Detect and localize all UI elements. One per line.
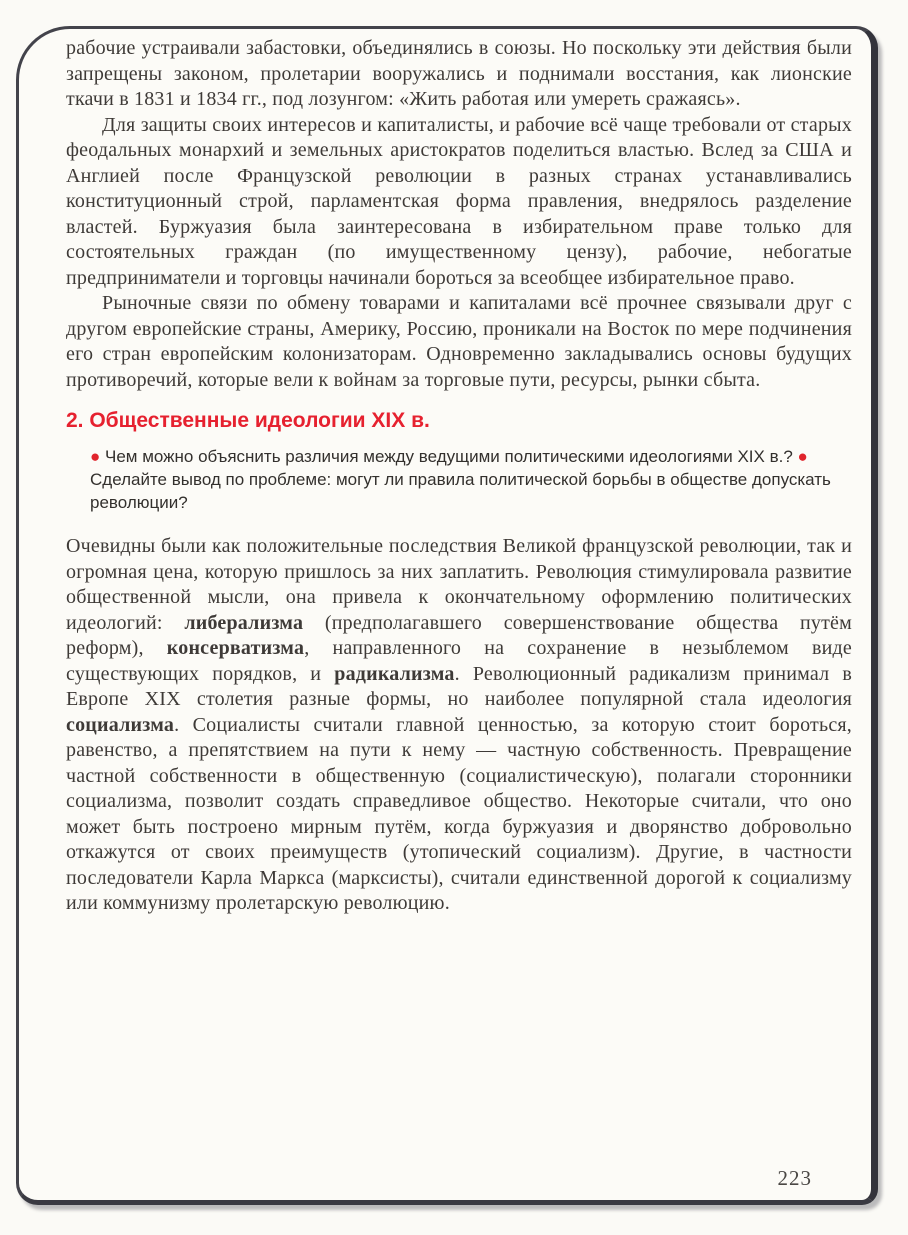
text-run: социализма	[66, 713, 175, 736]
question-block	[90, 445, 846, 514]
text-run: Чем можно объяснить различия между ведущими политическими идеологиями XIX в.?	[105, 447, 798, 466]
paragraph-ideologies	[66, 534, 852, 917]
paragraph-workers-strikes	[66, 36, 852, 113]
paragraph-market-ties	[66, 291, 852, 393]
bullet-marker: ●	[797, 447, 808, 466]
text-run: рабочие устраивали забастовки, объединялись в союзы. Но поскольку эти действия были запрещены законом, пролетарии вооружались и поднимали восстания, как лионские ткачи в 1831 и 1834 гг., под лозунгом: «Жить работая или умереть сражаясь».	[66, 37, 852, 110]
text-run: . Социалисты считали главной ценностью, за которую стоит бороться, равенство, а препятствием на пути к нему — частную собственность. Превращение частной собственности в общественную (социалистическую), полагали сторонники социализма, позволит создать справедливое общество. Некоторые считали, что оно может быть построено мирным путём, когда буржуазия и дворянство добровольно откажутся от своих преимуществ (утопический социализм). Другие, в частности последователи Карла Маркса (марксисты), считали единственной дорогой к социализму или коммунизму пролетарскую революцию.	[66, 713, 852, 914]
text-run: либерализма	[184, 611, 304, 634]
text-run: радикализма	[334, 662, 455, 685]
section-heading: 2. Общественные идеологии XIX в.	[66, 409, 430, 432]
page-number: 223	[777, 1166, 812, 1190]
text-run: Для защиты своих интересов и капиталисты, и рабочие всё чаще требовали от старых феодальных монархий и земельных аристократов поделиться властью. Вслед за США и Англией после Французской революции в разных странах устанавливались конституционный строй, парламентская форма правления, внедрялось разделение властей. Буржуазия была заинтересована в избирательном праве только для состоятельных граждан (по имущественному цензу), рабочие, небогатые предприниматели и торговцы начинали бороться за всеобщее избирательное право.	[66, 113, 852, 289]
text-run: Очевидны были как положительные последствия Великой французской революции, так и огромная цена, которую пришлось за них заплатить. Революция стимулировала развитие общественной мысли, она привела к окончательному оформлению политических идеологий:	[66, 535, 852, 634]
text-run: . Революционный радикализм принимал в Европе XIX столетия разные формы, но наиболее популярной стала идеология	[66, 662, 852, 710]
text-run: , направленного на сохранение в незыблемом виде существующих порядков, и	[66, 637, 852, 685]
bullet-marker: ●	[90, 447, 105, 466]
paragraph-constitutional-order	[66, 113, 852, 292]
text-run: Сделайте вывод по проблеме: могут ли правила политической борьбы в обществе допускать революции?	[90, 470, 831, 512]
page-content	[66, 36, 852, 917]
text-run: консерватизма	[166, 637, 305, 659]
text-run: (предполагавшего совершенствование общества путём реформ),	[66, 611, 852, 659]
text-run: Рыночные связи по обмену товарами и капиталами всё прочнее связывали друг с другом европейские страны, Америку, Россию, проникали на Восток по мере подчинения его стран европейским колонизаторам. Одновременно закладывались основы будущих противоречий, которые вели к войнам за торговые пути, ресурсы, рынки сбыта.	[66, 292, 852, 391]
